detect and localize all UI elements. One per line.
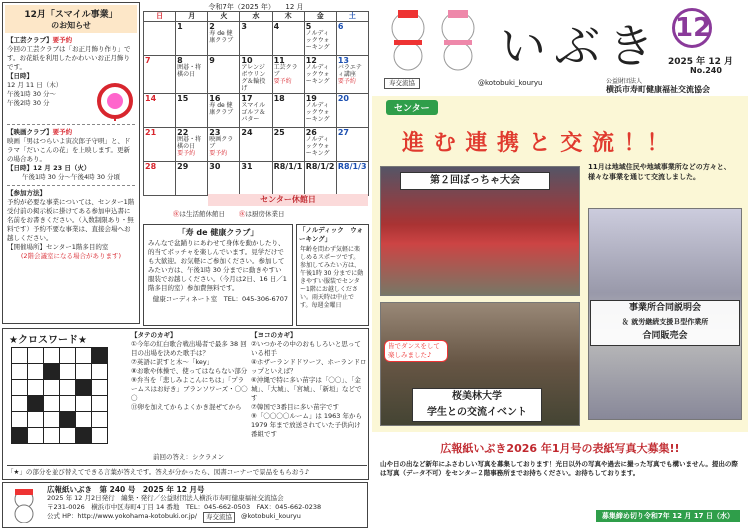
feature-headline: 進 む 連 携 と 交 流 ！！ <box>402 131 670 156</box>
calendar-day-number: 22 <box>177 128 189 137</box>
calendar-day-number: 14 <box>145 94 157 103</box>
kenkou-contact: 健康コーディネート室 TEL：045-306-6707 <box>152 295 288 303</box>
jobfair-title2: ＆ 就労継続支援Ｂ型作業所 <box>621 318 709 326</box>
footer-title: 広報紙いぶき 第 240 号 2025 年 12 月号 <box>47 485 205 494</box>
footer-address: 〒231-0026 横浜市中区寿町4丁目 14 番地 TEL：045-662-0503 FAX：045-662-0238 <box>47 503 322 511</box>
calendar-caption: 令和7年（2025 年） 12 月 <box>208 3 304 11</box>
calendar-day <box>144 162 176 196</box>
tate-clue: ⑪卵を加えてからよくかき混ぜてから <box>131 403 242 411</box>
calendar-day <box>144 128 176 162</box>
issue-date: 2025 年 12 月 <box>668 57 733 67</box>
jobfair-title1: 事業所合同説明会 <box>628 303 701 313</box>
crossword-cell <box>60 428 76 444</box>
calendar-event: 寿 de 健康クラブ <box>209 30 234 44</box>
calendar-day-number: 7 <box>145 56 151 65</box>
footer-publish: 2025 年 12 月2日発行 編集・発行／公益財団法人横浜市寿町健康福祉交流協会 <box>47 494 284 502</box>
crossword-cell <box>60 364 76 380</box>
colophon <box>2 482 368 528</box>
calendar-weekday: 金 <box>304 12 336 22</box>
calendar-weekday: 月 <box>176 12 208 22</box>
calendar-day-number: 23 <box>209 128 221 137</box>
calendar-day <box>336 94 368 128</box>
calendar-day <box>144 22 176 56</box>
crossword-cell <box>28 348 44 364</box>
calendar-day <box>336 56 368 94</box>
crossword-hint: 「★」の部分を並び替えてできる言葉が答えです。答えが分かったら、図書コーナーで景品をもらおう♪ <box>7 465 367 477</box>
calendar-day-number: R8/1/2 <box>305 162 335 171</box>
announce-title: 広報紙いぶき2026 年1月号の表紙写真大募集!! <box>440 442 680 455</box>
smile-subtitle: のお知らせ <box>51 21 91 30</box>
calendar-day <box>272 94 304 128</box>
calendar-day <box>208 128 240 162</box>
kougei-date3: 午後2時 30 分 <box>7 99 50 107</box>
calendar-day <box>304 94 336 128</box>
calendar-day-number: 5 <box>305 22 312 31</box>
crossword-title: ★クロスワード★ <box>9 335 87 346</box>
eiga-date-label: 【日時】12 月 23 日（火） <box>7 164 91 172</box>
calendar-day-number: R8/1/1 <box>273 162 303 171</box>
eiga-req: 要予約 <box>52 128 73 136</box>
calendar-grid <box>143 11 369 196</box>
calendar-event: 映画クラブ <box>209 136 234 150</box>
calendar-day-number: 1 <box>177 22 183 31</box>
calendar-day <box>208 56 240 94</box>
crossword-cell <box>92 348 108 364</box>
calendar-day <box>176 162 208 196</box>
crossword-cell <box>12 412 28 428</box>
crossword-cell <box>44 396 60 412</box>
jobfair-caption <box>590 300 740 346</box>
calendar-day <box>272 22 304 56</box>
calendar-day <box>304 22 336 56</box>
crossword-cell <box>12 348 28 364</box>
tate-clue: ⑧お歌や体操で、使ってはならない部分 <box>131 367 248 375</box>
univ-title2: 学生との交流イベント <box>427 407 527 418</box>
kenkou-text: みんなで盆踊りにあわせて身体を動かしたり、的当てボッチャを楽しんでいます。見学だけでも大歓迎。お気軽にご参加ください。参加してみたい方は、午後1時 30 分までに動きやすい服装でお越しください。（今月は2日、16 日／1階多目的室）参加費無料です。 <box>148 239 287 292</box>
crossword-cell <box>28 364 44 380</box>
crossword-cell <box>44 380 60 396</box>
announce-deadline: 募集締め切り令和7年 12 月 17 日（水） <box>596 510 740 522</box>
calendar-day <box>240 162 272 196</box>
nordic-title: 「ノルディック ウォーキング」 <box>299 226 363 243</box>
calendar-day-number: 18 <box>273 94 285 103</box>
calendar-day-number: 2 <box>209 22 215 31</box>
calendar-day <box>336 22 368 56</box>
calendar-day <box>176 128 208 162</box>
calendar-reserve-tag: 要予約 <box>177 150 196 157</box>
event-calendar <box>143 2 369 222</box>
calendar-day-number: 15 <box>177 94 189 103</box>
kougei-label: 【工芸クラブ】 <box>7 36 53 44</box>
newsletter-logo: いぶき <box>500 19 662 73</box>
calendar-day <box>144 56 176 94</box>
calendar-day-number: 4 <box>273 22 280 31</box>
calendar-event: 囲碁・将棋の日 <box>177 136 202 150</box>
smile-header <box>5 5 137 33</box>
univ-title1: 桜美林大学 <box>452 391 502 402</box>
calendar-day-number: 30 <box>209 162 221 171</box>
crossword-cell <box>12 380 28 396</box>
footer-x[interactable]: @kotobuki_kouryu <box>240 512 301 520</box>
calendar-weekday: 水 <box>240 12 272 22</box>
org-small: 公益財団法人 <box>606 78 643 85</box>
calendar-day <box>240 56 272 94</box>
org-name: 横浜市寿町健康福祉交流協会 <box>606 85 710 94</box>
cover-photo-announcement <box>372 436 748 528</box>
calendar-day-number: 6 <box>337 22 344 31</box>
calendar-event: スマイルゴルフ＆パター <box>241 102 266 123</box>
crossword-cell <box>44 348 60 364</box>
crossword-cell <box>76 396 92 412</box>
calendar-day-number: 25 <box>273 128 285 137</box>
announce-text: 山や日の出など新年にふさわしい写真を募集しております！光日以外の写真や過去に撮った写真でも構いません。提出の際は写真（データ不可）をセンター２階事務所までお持ちください。お待ちしております。 <box>380 460 738 477</box>
calendar-reserve-tag: 要予約 <box>273 78 292 85</box>
crossword-cell <box>92 364 108 380</box>
crossword-cell <box>12 428 28 444</box>
issue-number: 12 <box>672 8 712 48</box>
prev-answer: 前回の答え：シクラメン <box>153 453 225 461</box>
closed-banner: センター休館日 <box>208 194 368 206</box>
new-year-decoration-icon <box>95 81 135 121</box>
tate-clue: ⑨弁当を「悲しみよこんにちは」「プラームスはお好き」ブランソワーズ・〇〇〇 <box>131 376 248 402</box>
kenkou-title: 「寿 de 健康クラブ」 <box>177 228 259 237</box>
nordic-box <box>296 224 369 326</box>
crossword-section <box>2 328 369 480</box>
calendar-day <box>304 56 336 94</box>
kougei-text: 今回の工芸クラブは「お正月飾り作り」です。お花紙を利用したかわいいお正月飾りです。 <box>7 45 131 71</box>
calendar-day-number: 31 <box>241 162 253 171</box>
calendar-weekday: 日 <box>144 12 176 22</box>
calendar-day <box>336 162 368 196</box>
crossword-cell <box>12 364 28 380</box>
calendar-day-number: 19 <box>305 94 317 103</box>
mascot-icon <box>7 487 41 523</box>
calendar-day-number: 24 <box>241 128 253 137</box>
calendar-day <box>240 128 272 162</box>
calendar-event: ノルディックウォーキング <box>305 102 330 123</box>
yoko-clue: ⑥沖縄で特に多い苗字は「〇〇」、「金城」、「大城」、「宮城」、「新垣」などです <box>251 376 362 402</box>
calendar-day <box>272 56 304 94</box>
crossword-cell <box>12 396 28 412</box>
x-link[interactable]: @kotobuki_kouryu <box>478 79 543 87</box>
calendar-weekday: 土 <box>336 12 368 22</box>
calendar-day-number: 13 <box>337 56 349 65</box>
calendar-weekday: 火 <box>208 12 240 22</box>
kougei-req: 要予約 <box>52 36 73 44</box>
calendar-event: 寿 de 健康クラブ <box>209 102 234 116</box>
calendar-day <box>336 128 368 162</box>
calendar-day <box>208 94 240 128</box>
crossword-cell <box>92 428 108 444</box>
crossword-cell <box>60 412 76 428</box>
smile-events-section <box>2 2 140 324</box>
calendar-day-number: 10 <box>241 56 253 65</box>
yoko-clue: ⑨「〇〇〇〇ルーム」は 1963 年から 1979 年まで放送されていた子供向け番組です <box>251 412 363 438</box>
calendar-day <box>240 22 272 56</box>
calendar-day-number: 9 <box>209 56 215 65</box>
join-label: 【参加方法】 <box>7 189 46 197</box>
feature-section <box>372 96 748 432</box>
tate-title: 【タテのカギ】 <box>131 331 177 339</box>
kougei-date1: 12 月 11 日（木） <box>7 81 63 89</box>
eiga-date: 午後1時 30 分～午後4時 30 分頃 <box>21 173 121 181</box>
crossword-cell <box>60 348 76 364</box>
feature-kicker: センター <box>386 100 438 115</box>
calendar-day <box>272 162 304 196</box>
crossword-cell <box>60 396 76 412</box>
crossword-cell <box>60 380 76 396</box>
calendar-event: バラエティ講座 <box>337 64 362 78</box>
kougei-date2: 午後1時 30 分～ <box>7 90 57 98</box>
calendar-day-number: 16 <box>209 94 221 103</box>
eiga-label: 【映画クラブ】 <box>7 128 53 136</box>
place-label: 【開催場所】センター1階多目的室 <box>7 243 109 251</box>
legend-right: ㊡は厨房休業日 <box>239 210 285 218</box>
jobfair-title3: 合同販売会 <box>642 331 688 341</box>
crossword-cell <box>44 364 60 380</box>
feature-lead: 11月は地域住民や地域事業所などの方々と、様々な事業を通じて交流しました。 <box>588 163 731 181</box>
calendar-event: 囲碁・将棋の日 <box>177 64 202 78</box>
calendar-day <box>176 22 208 56</box>
tate-clue: ①今年の紅白歌合戦出場者で最多 38 回目の出場を決めた歌手は？ <box>131 340 247 357</box>
yoko-clue: ②いつかその中のおもしろいと思っている相手 <box>251 340 361 357</box>
calendar-reserve-tag: 要予約 <box>337 78 356 85</box>
crossword-cell <box>76 412 92 428</box>
instagram-link[interactable]: 寿交流協 <box>384 78 420 89</box>
yoko-title: 【ヨコのカギ】 <box>251 331 297 339</box>
calendar-day-number: 11 <box>273 56 285 65</box>
legend-left: ㊡は生活館休館日 <box>173 210 225 218</box>
place-note: (2階会議室になる場合があります) <box>20 252 122 260</box>
smile-title: 12月「スマイル事業」 <box>24 10 118 20</box>
crossword-cell <box>44 428 60 444</box>
crossword-cell <box>92 396 108 412</box>
calendar-event: ノルディックウォーキング <box>305 64 330 85</box>
yoko-clue: ⑦韓国で3番目に多い苗字です <box>251 403 339 411</box>
calendar-event: ノルディックウォーキング <box>305 136 330 157</box>
kougei-date-label: 【日時】 <box>7 72 33 80</box>
calendar-day-number: 12 <box>305 56 317 65</box>
calendar-event: ノルディックウォーキング <box>305 30 330 51</box>
crossword-cell <box>92 412 108 428</box>
kenkou-club-box <box>143 224 293 326</box>
boccia-caption: 第２回ぼっちゃ大会 <box>400 172 550 190</box>
tate-clue: ⑦英語に訳すと木～「key」 <box>131 358 214 366</box>
calendar-day-number: 3 <box>241 22 247 31</box>
nordic-text: 年齢を問わず気軽に楽しめるスポーツです。参加してみたい方は、午後1時 30 分までに動きやすい服装でセンター1階にお越しください。雨天時は中止です。毎週金曜日 <box>300 246 364 309</box>
calendar-day-number: 8 <box>177 56 183 65</box>
calendar-day-number: R8/1/3 <box>337 162 367 171</box>
calendar-day <box>208 162 240 196</box>
footer-url[interactable]: 公式 HP：http://www.yokohama-kotobuki.or.jp/ <box>47 512 197 520</box>
footer-instagram[interactable]: 寿交流協 <box>203 512 235 523</box>
join-text: 予約が必要な事業については、センター1階受付前の掲示板に掛けてある参加申込書に名前をお書きください。（入数制限あり・無料です）予約不要な事業は、直接会場へお越しください。 <box>7 198 135 242</box>
calendar-day-number: 17 <box>241 94 253 103</box>
calendar-event: 工芸クラブ <box>273 64 298 78</box>
crossword-cell <box>76 364 92 380</box>
calendar-day <box>272 128 304 162</box>
calendar-day-number: 26 <box>305 128 317 137</box>
calendar-event: アレンジボウリング＆輪投げ <box>241 64 266 92</box>
calendar-day <box>304 162 336 196</box>
crossword-cell <box>76 428 92 444</box>
calendar-weekday: 木 <box>272 12 304 22</box>
calendar-day-number: 28 <box>145 162 157 171</box>
snowman-mascots-icon <box>378 6 488 72</box>
crossword-cell <box>76 348 92 364</box>
crossword-cell <box>28 428 44 444</box>
crossword-cell <box>28 412 44 428</box>
crossword-cell <box>92 380 108 396</box>
calendar-day-number: 21 <box>145 128 157 137</box>
speech-bubble: 皆でダンスをして楽しみました♪ <box>384 340 448 362</box>
university-caption <box>412 388 542 422</box>
crossword-cell <box>28 396 44 412</box>
calendar-day <box>144 94 176 128</box>
calendar-day-number: 20 <box>337 94 349 103</box>
crossword-cell <box>28 380 44 396</box>
crossword-cell <box>76 380 92 396</box>
calendar-day-number: 29 <box>177 162 189 171</box>
yoko-clue: ④ホザーランドドワーフ、ホーランドロップといえば？ <box>251 358 367 375</box>
calendar-day-number: 27 <box>337 128 349 137</box>
crossword-grid <box>11 347 108 444</box>
calendar-day <box>240 94 272 128</box>
crossword-cell <box>44 412 60 428</box>
calendar-day <box>304 128 336 162</box>
calendar-day <box>208 22 240 56</box>
eiga-text: 映画「男はつらいよ寅次郎子守唄」と、ドラマ「だいこんの花」を上映します。更新の場合あり。 <box>7 137 131 163</box>
issue-no: No.240 <box>690 66 722 75</box>
calendar-day <box>176 56 208 94</box>
calendar-reserve-tag: 要予約 <box>209 150 228 157</box>
calendar-day <box>176 94 208 128</box>
